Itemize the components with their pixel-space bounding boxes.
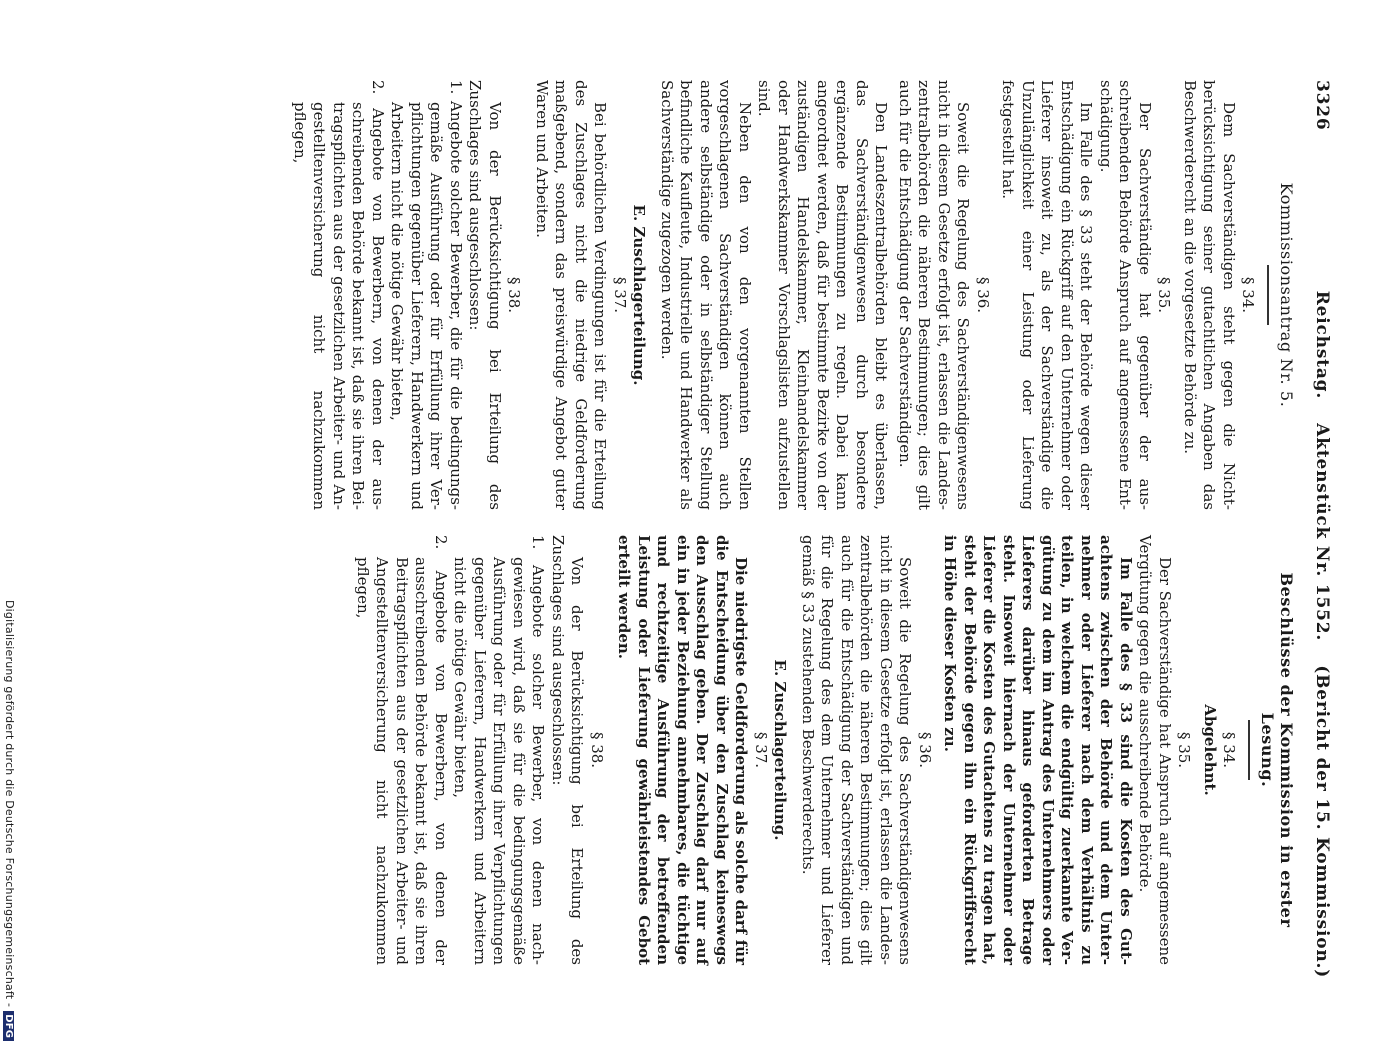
left-section-e: E. Zuschlagerteilung.	[630, 204, 649, 386]
right-s38-item2: 2. Angebote von Bewerbern, von denen der ausschreibenden Behörde bekannt ist, daß sie ihren Beitragspflichten aus der gesetzlichen Arbeiter- und Angestelltenversicherung nicht nachzukommen pflegen,	[354, 535, 450, 965]
right-s37-text: Die niedrigste Geldforderung als solche darf für die Entscheidung über den Zuschlag keineswegs den Ausschlag geben. Der Zuschlag darf nur auf ein in jeder Beziehung annehmbares, die tüchtige und rechtzeitige Ausführung der betreffenden Leistung oder Lieferung gewährleistendes Gebot erteilt werden.	[615, 535, 751, 965]
left-s36-text2: Den Landeszentralbehörden bleibt es überlassen, das Sachverständigenwesen durch besondere ergänzende Bestimmungen zu regeln. Dabei kann angeordnet werden, daß für bestimmte Bezirke von der zuständigen Handelskammer, Kleinhandelskammer oder Handwerkskammer Vorschlagslisten aufzustellen sind.	[755, 80, 891, 510]
left-heading: Kommissionsantrag Nr. 5.	[1277, 182, 1296, 408]
left-s34-text: Dem Sachverständigen steht gegen die Nichtberücksichtigung seiner gutachtlichen Angaben das Beschwerderecht an die vorgesetzte Behörde zu.	[1181, 80, 1238, 510]
page-number: 3326	[1312, 80, 1332, 131]
right-s38-label: § 38.	[588, 731, 606, 769]
left-s38-item1: 1. Angebote solcher Bewerber, die für die bedingungsgemäße Ausführung oder für Erfüllung ihrer Verpflichtungen gegenüber Lieferern, Handwerkern und Arbeitern nicht die nötige Gewähr bieten,	[388, 80, 465, 510]
digitization-footer	[3, 600, 16, 1041]
right-s37-label: § 37.	[752, 731, 770, 769]
right-s34-text: Abgelehnt.	[1201, 704, 1219, 796]
left-s38-label: § 38.	[505, 276, 524, 314]
right-s35-text1: Der Sachverständige hat Anspruch auf angemessene Vergütung gegen die ausschreibende Behörde.	[1136, 535, 1174, 965]
right-s38-item1: 1. Angebote solcher Bewerber, von denen nachgewiesen wird, daß sie für die bedingungsgemäße Ausführung oder für Erfüllung ihrer Verpflichtungen gegenüber Lieferern, Handwerkern und Arbeitern nicht die nötige Gewähr bieten,	[451, 535, 548, 965]
left-s38-text: Von der Berücksichtigung bei Erteilung des Zuschlages sind ausgeschlossen:	[466, 80, 504, 510]
header-aktenstueck: Aktenstück Nr. 1552.	[1312, 423, 1332, 642]
right-s35-text2: Im Falle des § 33 sind die Kosten des Gutachtens zwischen der Behörde und dem Unternehmer oder Lieferer nach dem Verhältnis zu teilen, in welchem die endgültig zuerkannte Vergütung zu dem im Antrag des Unternehmers oder Lieferers darüber hinaus geforderten Betrage steht. Insoweit hiernach der Unternehmer oder Lieferer die Kosten des Gutachtens zu tragen hat, steht der Behörde gegen ihn ein Rückgriffsrecht in Höhe dieser Kosten zu.	[941, 535, 1135, 965]
header-bericht: (Bericht der 15. Kommission.)	[1312, 665, 1332, 979]
right-heading-rule	[1249, 720, 1251, 780]
running-header	[1312, 80, 1332, 979]
left-s35-text2: Im Falle des § 33 steht der Behörde wegen dieser Entschädigung ein Rückgriff auf den Unternehmer oder Lieferer insoweit zu, als der Sachverständige die Unzulänglichkeit einer Leistung oder Lieferung festgestellt hat.	[999, 80, 1096, 510]
header-reichstag: Reichstag.	[1312, 290, 1332, 400]
left-s36-text3: Neben den von den vorgenannten Stellen vorgeschlagenen Sachverständigen können auch andere selbständige oder in selbständiger Stellung befindliche Kaufleute, Industrielle und Handwerker als Sachverständige zugezogen werden.	[658, 80, 754, 510]
left-s37-label: § 37.	[611, 276, 629, 314]
right-s34-label: § 34.	[1220, 731, 1239, 769]
right-column	[353, 535, 1297, 965]
right-s36-text: Soweit die Regelung des Sachverständigenwesens nicht in diesem Gesetze erfolgt ist, erlassen die Landeszentralbehörden die näheren Bestimmungen; dies gilt auch für die Entschädigung der Sachverständigen und für die Regelung des dem Unternehmer und Lieferer gemäß § 33 zustehenden Beschwerderechts.	[799, 535, 915, 965]
left-heading-rule	[1268, 265, 1270, 325]
right-s35-label: § 35.	[1175, 731, 1194, 769]
right-s38-text: Von der Berücksichtigung bei Erteilung des Zuschlages sind ausgeschlossen:	[549, 535, 587, 965]
left-column	[290, 80, 1297, 510]
left-s38-item2: 2. Angebote von Bewerbern, von denen der ausschreibenden Behörde bekannt ist, daß sie ihren Beitragspflichten aus der gesetzlichen Arbeiter- und Angestelltenversicherung nicht nachzukommen pflegen,	[291, 80, 387, 510]
left-s34-label: § 34.	[1239, 276, 1258, 314]
right-section-e: E. Zuschlagerteilung.	[771, 659, 790, 841]
right-heading: Beschlüsse der Kommission in erster Lesung.	[1258, 572, 1296, 928]
footer-text: Digitalisierung gefördert durch die Deutsche Forschungsgemeinschaft -	[3, 600, 16, 1008]
left-s35-text1: Der Sachverständige hat gegenüber der ausschreibenden Behörde Anspruch auf angemessene Entschädigung.	[1097, 80, 1154, 510]
right-s36-label: § 36.	[916, 731, 934, 769]
dfg-logo: DFG	[3, 1011, 14, 1041]
left-s35-label: § 35.	[1155, 276, 1174, 314]
left-s37-text: Bei behördlichen Verdingungen ist für die Erteilung des Zuschlages nicht die niedrige Geldforderung maßgebend, sondern das preiswürdige Angebot guter Waren und Arbeiten.	[533, 80, 610, 510]
left-s36-text1: Soweit die Regelung des Sachverständigenwesens nicht in diesem Gesetze erfolgt ist, erlassen die Landeszentralbehörden die näheren Bestimmungen; dies gilt auch für die Entschädigung der Sachverständigen.	[896, 80, 973, 510]
left-s36-label: § 36.	[974, 276, 992, 314]
